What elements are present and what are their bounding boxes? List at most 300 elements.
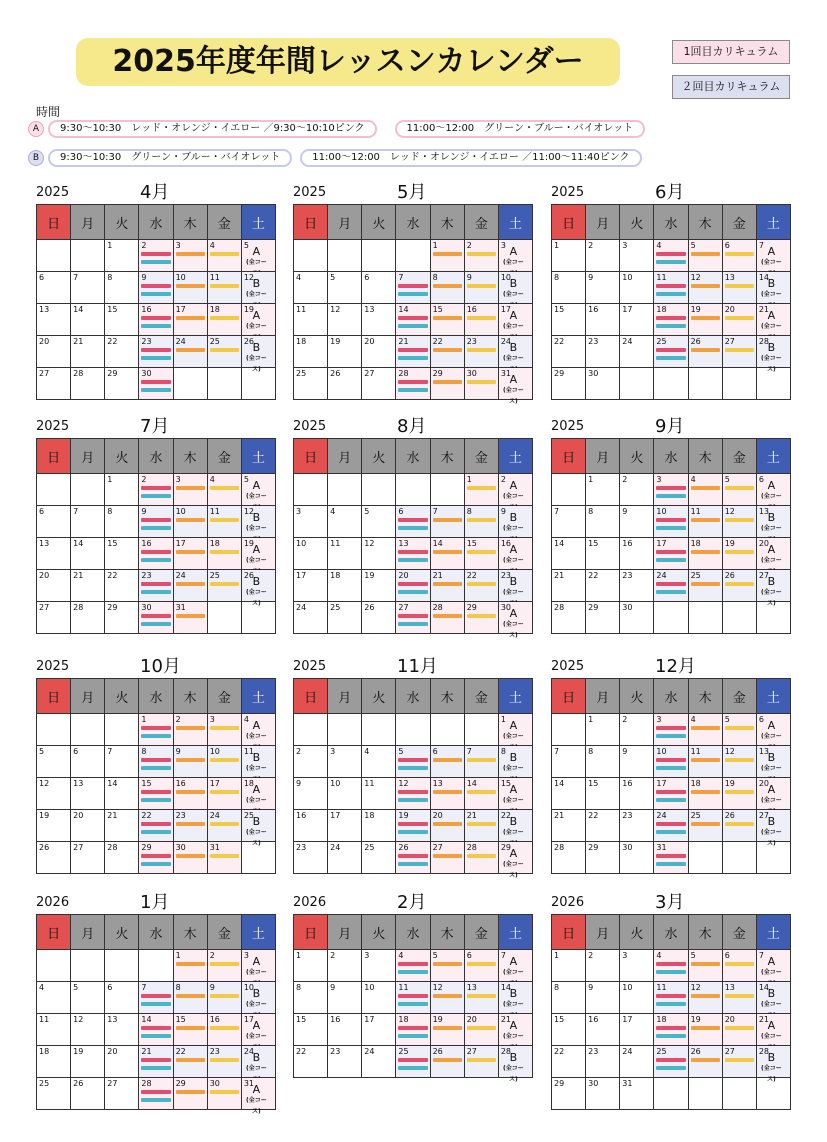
day-cell: [586, 304, 620, 336]
lesson-tag: [691, 252, 720, 256]
day-cell: [71, 336, 105, 368]
all-course-label: (全コー: [503, 1033, 524, 1040]
day-cell: [362, 336, 396, 368]
day-cell: [464, 810, 498, 842]
day-cell: [498, 746, 532, 778]
saturday-course-tag: A (全コー: [757, 720, 786, 753]
weekday-header: 月: [586, 679, 620, 714]
day-number: 6: [758, 715, 764, 724]
day-cell: [552, 950, 586, 982]
weekday-header: 水: [654, 915, 688, 950]
all-course-label: (全コー: [246, 525, 267, 532]
weekday-header: 火: [620, 439, 654, 474]
day-cell: [498, 272, 532, 304]
day-cell: [756, 778, 790, 810]
lesson-tag: [210, 1058, 239, 1062]
day-number: 6: [107, 983, 113, 992]
day-cell: [464, 950, 498, 982]
day-number: 12: [690, 983, 701, 992]
day-number: 26: [690, 1047, 701, 1056]
lesson-tag: [176, 284, 205, 288]
day-cell: [173, 538, 207, 570]
day-cell: [71, 368, 105, 400]
day-cell: [722, 474, 756, 506]
lesson-tag: [141, 260, 170, 264]
day-number: 29: [588, 843, 599, 852]
day-cell: [105, 570, 139, 602]
lesson-tag: [141, 854, 170, 858]
lesson-tag: [141, 388, 170, 392]
month-year: 2025: [36, 659, 70, 674]
day-number: 3: [622, 951, 628, 960]
lesson-tag: [141, 526, 170, 530]
all-course-label: (全コー: [246, 259, 267, 266]
day-number: 2: [500, 475, 506, 484]
day-number: 13: [466, 983, 477, 992]
day-number: 22: [141, 811, 152, 820]
day-cell: [207, 1078, 241, 1110]
weekday-header: 土: [241, 205, 275, 240]
day-number: 19: [724, 539, 735, 548]
lesson-tag: [691, 994, 720, 998]
lesson-tag: [467, 758, 496, 762]
lesson-tag: [210, 348, 239, 352]
day-cell: [173, 474, 207, 506]
day-cell: [552, 1078, 586, 1110]
day-cell: [396, 982, 430, 1014]
day-cell: [37, 506, 71, 538]
day-cell: [37, 240, 71, 272]
day-number: 23: [588, 337, 599, 346]
day-number: 4: [690, 475, 696, 484]
day-cell: [328, 1046, 362, 1078]
lesson-tag: [398, 526, 427, 530]
day-cell: [430, 1046, 464, 1078]
month-year: 2026: [551, 895, 585, 910]
day-number: 21: [758, 305, 770, 314]
lesson-tag: [176, 252, 205, 256]
day-number: 9: [466, 273, 472, 282]
day-cell: [552, 272, 586, 304]
day-cell: [139, 368, 173, 400]
day-number: 8: [107, 273, 113, 282]
all-course-label: (全コー: [246, 797, 267, 804]
month-year: 2025: [36, 419, 70, 434]
day-cell: [722, 336, 756, 368]
day-cell: [396, 602, 430, 634]
lesson-tag: [141, 380, 170, 384]
all-course-label: (全コー: [246, 733, 267, 740]
day-cell: [241, 982, 275, 1014]
day-cell: [688, 746, 722, 778]
day-cell: [396, 1014, 430, 1046]
day-number: 29: [107, 369, 118, 378]
day-cell: [464, 714, 498, 746]
day-number: 18: [209, 539, 220, 548]
all-course-label: (全コー: [246, 1033, 267, 1040]
day-number: 11: [209, 273, 220, 282]
day-cell: [294, 336, 328, 368]
day-cell: [722, 810, 756, 842]
day-cell: [105, 950, 139, 982]
all-course-label: (全コー: [246, 1065, 267, 1072]
day-cell: [464, 1014, 498, 1046]
lesson-tag: [656, 252, 685, 256]
lesson-tag: [691, 1058, 720, 1062]
day-number: 25: [398, 1047, 409, 1056]
day-number: 6: [724, 241, 730, 250]
lesson-tag: [433, 994, 462, 998]
day-number: 10: [364, 983, 375, 992]
day-cell: [71, 304, 105, 336]
day-number: 21: [554, 811, 565, 820]
day-cell: [396, 368, 430, 400]
page-title: 2025年度年間レッスンカレンダー: [76, 38, 620, 86]
day-cell: [241, 304, 275, 336]
day-number: 4: [656, 241, 662, 250]
day-cell: [241, 336, 275, 373]
day-cell: [173, 982, 207, 1014]
day-number: 21: [398, 337, 409, 346]
all-course-label: (全コー: [503, 1001, 524, 1008]
weekday-header: 日: [37, 679, 71, 714]
lesson-tag: [467, 252, 496, 256]
day-number: 29: [554, 369, 565, 378]
day-number: 9: [175, 747, 181, 756]
day-number: 7: [500, 951, 506, 960]
day-cell: [139, 506, 173, 538]
day-cell: [722, 506, 756, 538]
day-number: 26: [243, 571, 255, 580]
day-number: 27: [724, 337, 735, 346]
lesson-tag: [141, 1026, 170, 1030]
lesson-tag: [210, 758, 239, 762]
day-cell: [294, 506, 328, 538]
lesson-tag: [141, 356, 170, 360]
day-cell: [105, 1014, 139, 1046]
day-number: 4: [209, 241, 215, 250]
lesson-tag: [176, 614, 205, 618]
lesson-tag: [398, 558, 427, 562]
day-number: 20: [758, 539, 770, 548]
day-cell: [722, 272, 756, 304]
day-cell: [241, 368, 275, 400]
lesson-tag: [725, 348, 754, 352]
day-number: 6: [466, 951, 472, 960]
day-number: 7: [466, 747, 472, 756]
day-cell: [620, 778, 654, 810]
weekday-header: 金: [722, 679, 756, 714]
day-number: 3: [500, 241, 506, 250]
day-cell: [37, 474, 71, 506]
day-number: 31: [209, 843, 220, 852]
day-number: 22: [432, 337, 443, 346]
day-number: 11: [690, 747, 701, 756]
day-cell: [722, 746, 756, 778]
day-cell: [328, 714, 362, 746]
day-number: 9: [588, 273, 594, 282]
day-number: 24: [209, 811, 220, 820]
day-number: 17: [243, 1015, 255, 1024]
day-number: 29: [141, 843, 152, 852]
lesson-tag: [141, 822, 170, 826]
day-cell: [139, 570, 173, 602]
day-cell: [430, 714, 464, 746]
day-number: 30: [622, 843, 633, 852]
day-cell: [207, 368, 241, 400]
lesson-tag: [398, 970, 427, 974]
day-cell: [620, 506, 654, 538]
day-number: 10: [243, 983, 255, 992]
all-course-label: (全コー: [503, 969, 524, 976]
day-number: 17: [656, 779, 667, 788]
day-number: 23: [175, 811, 186, 820]
day-cell: [620, 602, 654, 634]
day-cell: [464, 506, 498, 538]
day-cell: [37, 1014, 71, 1046]
day-cell: [586, 982, 620, 1014]
all-course-label: (全コー: [246, 557, 267, 564]
weekday-header: 月: [586, 915, 620, 950]
weekday-header: 木: [430, 915, 464, 950]
day-number: 17: [296, 571, 307, 580]
day-number: 10: [656, 507, 667, 516]
day-cell: [464, 240, 498, 272]
weekday-header: 日: [294, 439, 328, 474]
day-number: 26: [330, 369, 341, 378]
day-number: 23: [141, 571, 152, 580]
lesson-tag: [398, 962, 427, 966]
day-number: 3: [622, 241, 628, 250]
day-number: 14: [466, 779, 477, 788]
day-number: 16: [588, 1015, 599, 1024]
lesson-tag: [398, 1002, 427, 1006]
day-number: 9: [588, 983, 594, 992]
all-course-label: (全コー: [761, 291, 782, 298]
schedule-b-slot1: 9:30～10:30 グリーン・ブルー・バイオレット: [48, 149, 292, 167]
day-cell: [207, 304, 241, 336]
day-number: 17: [330, 811, 341, 820]
weekday-header: 木: [173, 915, 207, 950]
saturday-course-tag: A (全コー: [499, 784, 528, 817]
day-cell: [207, 602, 241, 634]
day-cell: [722, 950, 756, 982]
day-number: 21: [432, 571, 443, 580]
day-cell: [722, 714, 756, 746]
lesson-tag: [725, 316, 754, 320]
day-cell: [71, 714, 105, 746]
lesson-tag: [398, 790, 427, 794]
lesson-tag: [691, 726, 720, 730]
lesson-tag: [691, 486, 720, 490]
all-course-label: (全コー: [761, 797, 782, 804]
day-number: 24: [656, 811, 667, 820]
weekday-header: 月: [586, 439, 620, 474]
day-cell: [498, 368, 532, 405]
day-number: 3: [656, 475, 662, 484]
lesson-tag: [141, 622, 170, 626]
day-number: 2: [296, 747, 302, 756]
day-number: 11: [656, 983, 667, 992]
day-number: 1: [107, 241, 113, 250]
day-number: 20: [398, 571, 409, 580]
weekday-header: 土: [241, 915, 275, 950]
day-number: 2: [588, 951, 594, 960]
day-number: 16: [330, 1015, 341, 1024]
day-number: 12: [243, 273, 255, 282]
saturday-course-tag: B (全コース): [757, 1052, 786, 1085]
lesson-tag: [691, 582, 720, 586]
day-cell: [241, 714, 275, 746]
day-cell: [722, 982, 756, 1014]
day-number: 1: [554, 951, 560, 960]
day-number: 19: [690, 305, 701, 314]
day-cell: [37, 1078, 71, 1110]
month-name: 11月: [397, 656, 438, 677]
month-calendar: [36, 178, 276, 400]
lesson-tag: [656, 486, 685, 490]
day-cell: [139, 982, 173, 1014]
weekday-header: 火: [362, 205, 396, 240]
lesson-tag: [398, 994, 427, 998]
day-number: 4: [39, 983, 45, 992]
saturday-course-tag: A (全コース): [499, 608, 528, 641]
day-cell: [688, 474, 722, 506]
all-course-label: (全コース): [503, 387, 524, 405]
saturday-course-tag: B (全コー: [499, 342, 528, 375]
day-number: 21: [73, 571, 84, 580]
saturday-course-tag: A (全コー: [757, 956, 786, 989]
day-cell: [396, 714, 430, 746]
all-course-label: (全コー: [503, 525, 524, 532]
day-number: 15: [466, 539, 477, 548]
day-number: 5: [724, 715, 730, 724]
weekday-header: 金: [207, 205, 241, 240]
day-number: 6: [73, 747, 79, 756]
day-number: 28: [73, 369, 84, 378]
lesson-tag: [141, 252, 170, 256]
weekday-header: 金: [464, 439, 498, 474]
day-number: 18: [656, 305, 667, 314]
day-cell: [139, 950, 173, 982]
lesson-tag: [433, 380, 462, 384]
weekday-header: 土: [241, 439, 275, 474]
day-cell: [294, 240, 328, 272]
weekday-header: 土: [756, 915, 790, 950]
lesson-tag: [176, 758, 205, 762]
lesson-tag: [656, 292, 685, 296]
day-number: 12: [432, 983, 443, 992]
day-cell: [688, 714, 722, 746]
all-course-label: (全コー: [761, 1001, 782, 1008]
day-number: 9: [330, 983, 336, 992]
day-number: 11: [296, 305, 307, 314]
day-cell: [688, 1014, 722, 1046]
day-number: 8: [554, 983, 560, 992]
day-cell: [37, 368, 71, 400]
day-number: 25: [209, 571, 220, 580]
day-number: 14: [398, 305, 409, 314]
day-number: 9: [296, 779, 302, 788]
day-number: 15: [500, 779, 512, 788]
day-cell: [552, 842, 586, 874]
lesson-tag: [656, 830, 685, 834]
day-number: 23: [296, 843, 307, 852]
day-number: 5: [432, 951, 438, 960]
day-cell: [654, 336, 688, 368]
day-number: 25: [330, 603, 341, 612]
calendar-grid: [551, 204, 791, 400]
day-number: 28: [107, 843, 118, 852]
weekday-header: 金: [207, 915, 241, 950]
month-year: 2026: [36, 895, 70, 910]
day-number: 22: [175, 1047, 186, 1056]
weekday-header: 月: [328, 679, 362, 714]
calendar-grid: [36, 204, 276, 400]
day-number: 19: [724, 779, 735, 788]
day-number: 7: [73, 507, 79, 516]
lesson-tag: [725, 284, 754, 288]
day-number: 18: [296, 337, 307, 346]
day-number: 19: [690, 1015, 701, 1024]
day-cell: [756, 982, 790, 1014]
day-cell: [173, 714, 207, 746]
lesson-tag: [141, 830, 170, 834]
day-cell: [396, 950, 430, 982]
day-cell: [552, 368, 586, 400]
lesson-tag: [176, 994, 205, 998]
saturday-course-tag: A (全コー: [499, 1020, 528, 1053]
day-cell: [722, 1046, 756, 1078]
weekday-header: 土: [756, 679, 790, 714]
lesson-tag: [398, 356, 427, 360]
month-calendar: [293, 652, 533, 879]
day-number: 12: [690, 273, 701, 282]
saturday-course-tag: A (全コース): [499, 848, 528, 881]
lesson-tag: [433, 550, 462, 554]
day-number: 22: [554, 1047, 565, 1056]
day-cell: [105, 982, 139, 1014]
lesson-tag: [176, 726, 205, 730]
all-course-label: (全コー: [503, 829, 524, 836]
day-cell: [294, 810, 328, 842]
day-cell: [654, 602, 688, 634]
weekday-header: 水: [654, 679, 688, 714]
weekday-header: 火: [105, 679, 139, 714]
day-number: 18: [330, 571, 341, 580]
day-cell: [722, 1014, 756, 1046]
day-number: 16: [622, 779, 633, 788]
day-cell: [464, 538, 498, 570]
lesson-tag: [141, 790, 170, 794]
day-number: 5: [724, 475, 730, 484]
day-cell: [105, 474, 139, 506]
day-cell: [430, 272, 464, 304]
lesson-tag: [467, 316, 496, 320]
lesson-tag: [725, 252, 754, 256]
day-number: 14: [107, 779, 118, 788]
day-cell: [362, 304, 396, 336]
day-cell: [756, 506, 790, 538]
day-cell: [722, 778, 756, 810]
day-number: 18: [690, 539, 701, 548]
day-number: 18: [398, 1015, 409, 1024]
day-number: 18: [690, 779, 701, 788]
day-cell: [688, 778, 722, 810]
day-cell: [464, 842, 498, 874]
day-number: 14: [141, 1015, 152, 1024]
saturday-course-tag: A (全コー: [499, 956, 528, 989]
